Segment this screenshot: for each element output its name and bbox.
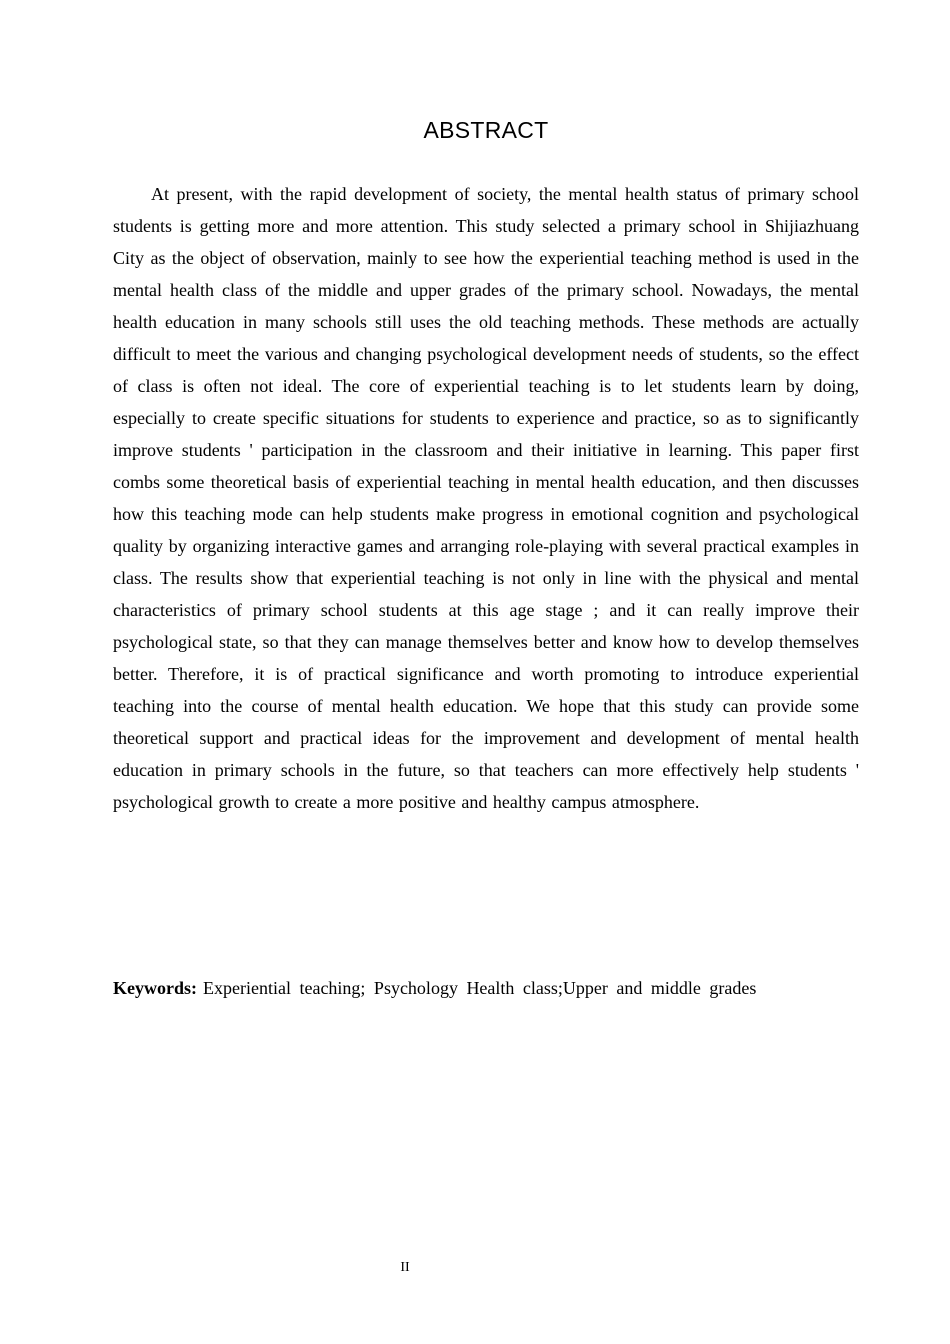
- keywords-line: [113, 972, 859, 1004]
- keywords-text: Experiential teaching; Psychology Health class;Upper and middle grades: [203, 978, 757, 998]
- abstract-title: ABSTRACT: [423, 117, 549, 143]
- keywords-label: Keywords:: [113, 978, 197, 998]
- abstract-body: At present, with the rapid development of society, the mental health status of primary school students is getting more and more attention. This study selected a primary school in Shijiazhuang City as the object of observation, mainly to see how the experiential teaching method is used in the mental health class of the middle and upper grades of the primary school. Nowadays, the mental health education in many schools still uses the old teaching methods. These methods are actually difficult to meet the various and changing psychological development needs of students, so the effect of class is often not ideal. The core of experiential teaching is to let students learn by doing, especially to create specific situations for students to experience and practice, so as to significantly improve students ' participation in the classroom and their initiative in learning. This paper first combs some theoretical basis of experiential teaching in mental health education, and then discusses how this teaching mode can help students make progress in emotional cognition and psychological quality by organizing interactive games and arranging role-playing with several practical examples in class. The results show that experiential teaching is not only in line with the physical and mental characteristics of primary school students at this age stage ; and it can really improve their psychological state, so that they can manage themselves better and know how to develop themselves better. Therefore, it is of practical significance and worth promoting to introduce experiential teaching into the course of mental health education. We hope that this study can provide some theoretical support and practical ideas for the improvement and development of mental health education in primary schools in the future, so that teachers can more effectively help students ' psychological growth to create a more positive and healthy campus atmosphere.: [113, 184, 859, 812]
- page-number: II: [400, 1260, 410, 1275]
